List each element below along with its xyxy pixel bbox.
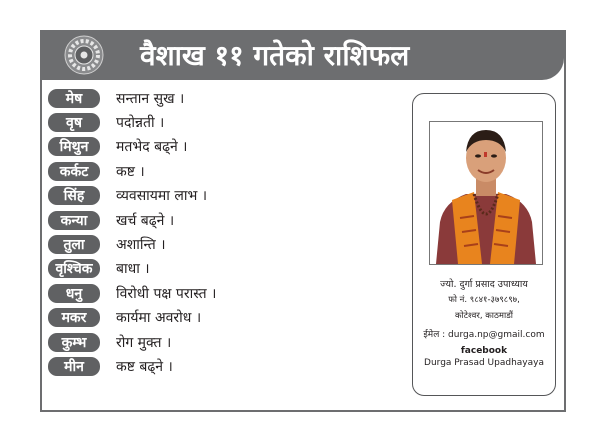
list-item <box>48 281 388 305</box>
zodiac-wheel-icon <box>64 35 104 75</box>
author-name: ज्यो. दुर्गा प्रसाद उपाध्याय <box>440 279 528 290</box>
author-email[interactable]: ईमेल : durga.np@gmail.com <box>423 330 545 340</box>
sign-badge: कन्या <box>48 211 100 230</box>
sign-badge: तुला <box>48 235 100 254</box>
list-item <box>48 232 388 256</box>
list-item <box>48 184 388 208</box>
list-item <box>48 86 388 110</box>
sign-badge: सिंह <box>48 186 100 205</box>
facebook-name[interactable]: Durga Prasad Upadhayaya <box>424 358 544 368</box>
horoscope-list <box>48 86 388 379</box>
prediction-text: बाधा । <box>116 261 150 278</box>
list-item <box>48 330 388 354</box>
prediction-text: रोग मुक्त । <box>116 334 172 351</box>
list-item <box>48 208 388 232</box>
prediction-text: पदोन्नती । <box>116 115 165 132</box>
sign-badge: कर्कट <box>48 162 100 181</box>
facebook-label: facebook <box>460 346 508 356</box>
sign-badge: वृश्चिक <box>48 259 100 278</box>
author-photo <box>429 121 543 265</box>
sign-badge: वृष <box>48 113 100 132</box>
sign-badge: कुम्भ <box>48 333 100 352</box>
prediction-text: विरोधी पक्ष परास्त । <box>116 285 217 302</box>
author-info <box>413 278 555 370</box>
sign-badge: धनु <box>48 284 100 303</box>
list-item <box>48 159 388 183</box>
list-item <box>48 257 388 281</box>
sign-badge: मीन <box>48 357 100 376</box>
page-title: वैशाख ११ गतेको राशिफल <box>140 39 410 72</box>
author-phone: फो नं. ९८४१-३७९८९७, <box>448 295 520 305</box>
sign-badge: मिथुन <box>48 137 100 156</box>
header-bar <box>42 32 564 80</box>
sign-badge: मकर <box>48 308 100 327</box>
prediction-text: अशान्ति । <box>116 237 166 254</box>
portrait-image <box>430 122 542 264</box>
prediction-text: मतभेद बढ्ने । <box>116 139 188 156</box>
prediction-text: कार्यमा अवरोध । <box>116 310 202 327</box>
prediction-text: खर्च बढ्ने । <box>116 212 175 229</box>
list-item <box>48 135 388 159</box>
list-item <box>48 306 388 330</box>
sign-badge: मेष <box>48 89 100 108</box>
prediction-text: कष्ट बढ्ने । <box>116 358 173 375</box>
author-box <box>412 93 556 396</box>
prediction-text: सन्तान सुख । <box>116 90 185 107</box>
author-address: कोटेश्वर, काठमाडौं <box>455 311 513 321</box>
list-item <box>48 354 388 378</box>
list-item <box>48 110 388 134</box>
prediction-text: कष्ट । <box>116 163 145 180</box>
horoscope-card <box>40 30 566 412</box>
prediction-text: व्यवसायमा लाभ । <box>116 188 208 205</box>
